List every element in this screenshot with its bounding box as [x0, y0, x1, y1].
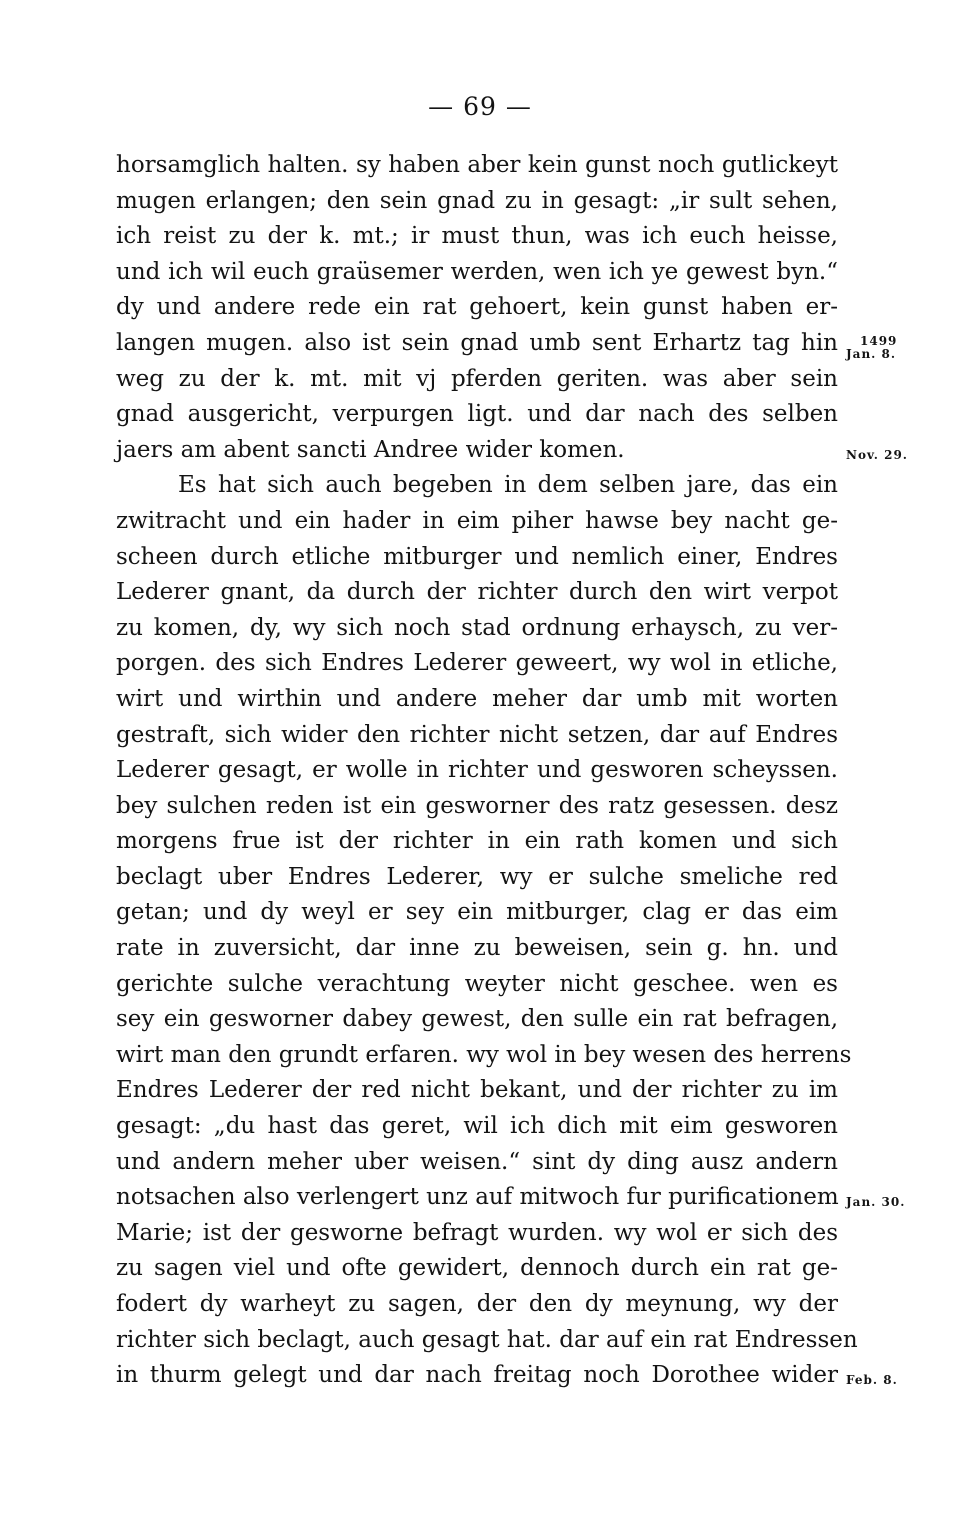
text-line: in thurm gelegt und dar nach freitag noch Dorothee wider [116, 1362, 838, 1389]
text-line: dy und andere rede ein rat gehoert, kein gunst haben er- [116, 294, 838, 321]
text-line: Lederer gesagt, er wolle in richter und gesworen scheyssen. [116, 757, 838, 784]
margin-note-feb-8: Feb. 8. [846, 1373, 898, 1387]
text-line: und ich wil euch graüsemer werden, wen ich ye gewest byn.“ [116, 258, 838, 285]
text-line: getan; und dy weyl er sey ein mitburger, clag er das eim [116, 899, 838, 926]
text-line: notsachen also verlengert unz auf mitwoch fur purificationem [116, 1184, 839, 1211]
margin-note-jan-30: Jan. 30. [846, 1195, 906, 1209]
text-line: scheen durch etliche mitburger und nemlich einer, Endres [116, 543, 838, 570]
text-line: Marie; ist der gesworne befragt wurden. wy wol er sich des [116, 1219, 838, 1246]
text-line: wirt und wirthin und andere meher dar umb mit worten [116, 685, 838, 712]
text-line: gesagt: „du hast das geret, wil ich dich mit eim gesworen [116, 1113, 838, 1140]
text-line: fodert dy warheyt zu sagen, der den dy meynung, wy der [116, 1291, 838, 1317]
text-line: gnad ausgericht, verpurgen ligt. und dar nach des selben [116, 401, 838, 428]
text-line: morgens frue ist der richter in ein rath komen und sich [116, 828, 838, 855]
text-line: zwitracht und ein hader in eim piher hawse bey nacht ge- [116, 507, 838, 534]
text-line: ich reist zu der k. mt.; ir must thun, was ich euch heisse, [116, 223, 838, 250]
text-line: gerichte sulche verachtung weyter nicht geschee. wen es [116, 970, 838, 997]
margin-note-nov-29: Nov. 29. [846, 448, 908, 462]
paragraph-start-line: Es hat sich auch begeben in dem selben jare, das ein [178, 472, 838, 499]
margin-note-date: Jan. 8. [846, 347, 897, 361]
text-line: rate in zuversicht, dar inne zu beweisen, sein g. hn. und [116, 935, 838, 962]
text-line: wirt man den grundt erfaren. wy wol in bey wesen des herrens [116, 1041, 852, 1068]
page-number: — 69 — [428, 92, 532, 121]
text-line: weg zu der k. mt. mit vj pferden geriten. was aber sein [116, 365, 838, 392]
text-line: langen mugen. also ist sein gnad umb sent Erhartz tag hin [116, 329, 838, 356]
text-line: und andern meher uber weisen.“ sint dy ding ausz andern [116, 1148, 838, 1175]
text-line: porgen. des sich Endres Lederer geweert, wy wol in etliche, [116, 650, 838, 677]
text-line: richter sich beclagt, auch gesagt hat. dar auf ein rat Endressen [116, 1326, 858, 1353]
margin-note-year: 1499 [860, 334, 898, 348]
text-line: sey ein gesworner dabey gewest, den sulle ein rat befragen, [116, 1006, 838, 1033]
text-line: Lederer gnant, da durch der richter durch den wirt verpot [116, 579, 838, 606]
text-line: beclagt uber Endres Lederer, wy er sulche smeliche red [116, 863, 838, 890]
text-line: horsamglich halten. sy haben aber kein gunst noch gutlickeyt [116, 152, 838, 178]
text-line: gestraft, sich wider den richter nicht setzen, dar auf Endres [116, 721, 838, 748]
text-line: Endres Lederer der red nicht bekant, und der richter zu im [116, 1077, 838, 1104]
body-text [116, 148, 858, 1394]
text-line: zu sagen viel und ofte gewidert, dennoch durch ein rat ge- [116, 1255, 838, 1282]
margin-note-jan-8 [846, 335, 897, 361]
text-line: jaers am abent sancti Andree wider komen. [116, 436, 625, 463]
text-line: zu komen, dy, wy sich noch stad ordnung erhaysch, zu ver- [116, 614, 838, 641]
text-line: mugen erlangen; den sein gnad zu in gesagt: „ir sult sehen, [116, 187, 838, 214]
text-line: bey sulchen reden ist ein gesworner des ratz gesessen. desz [116, 792, 838, 819]
